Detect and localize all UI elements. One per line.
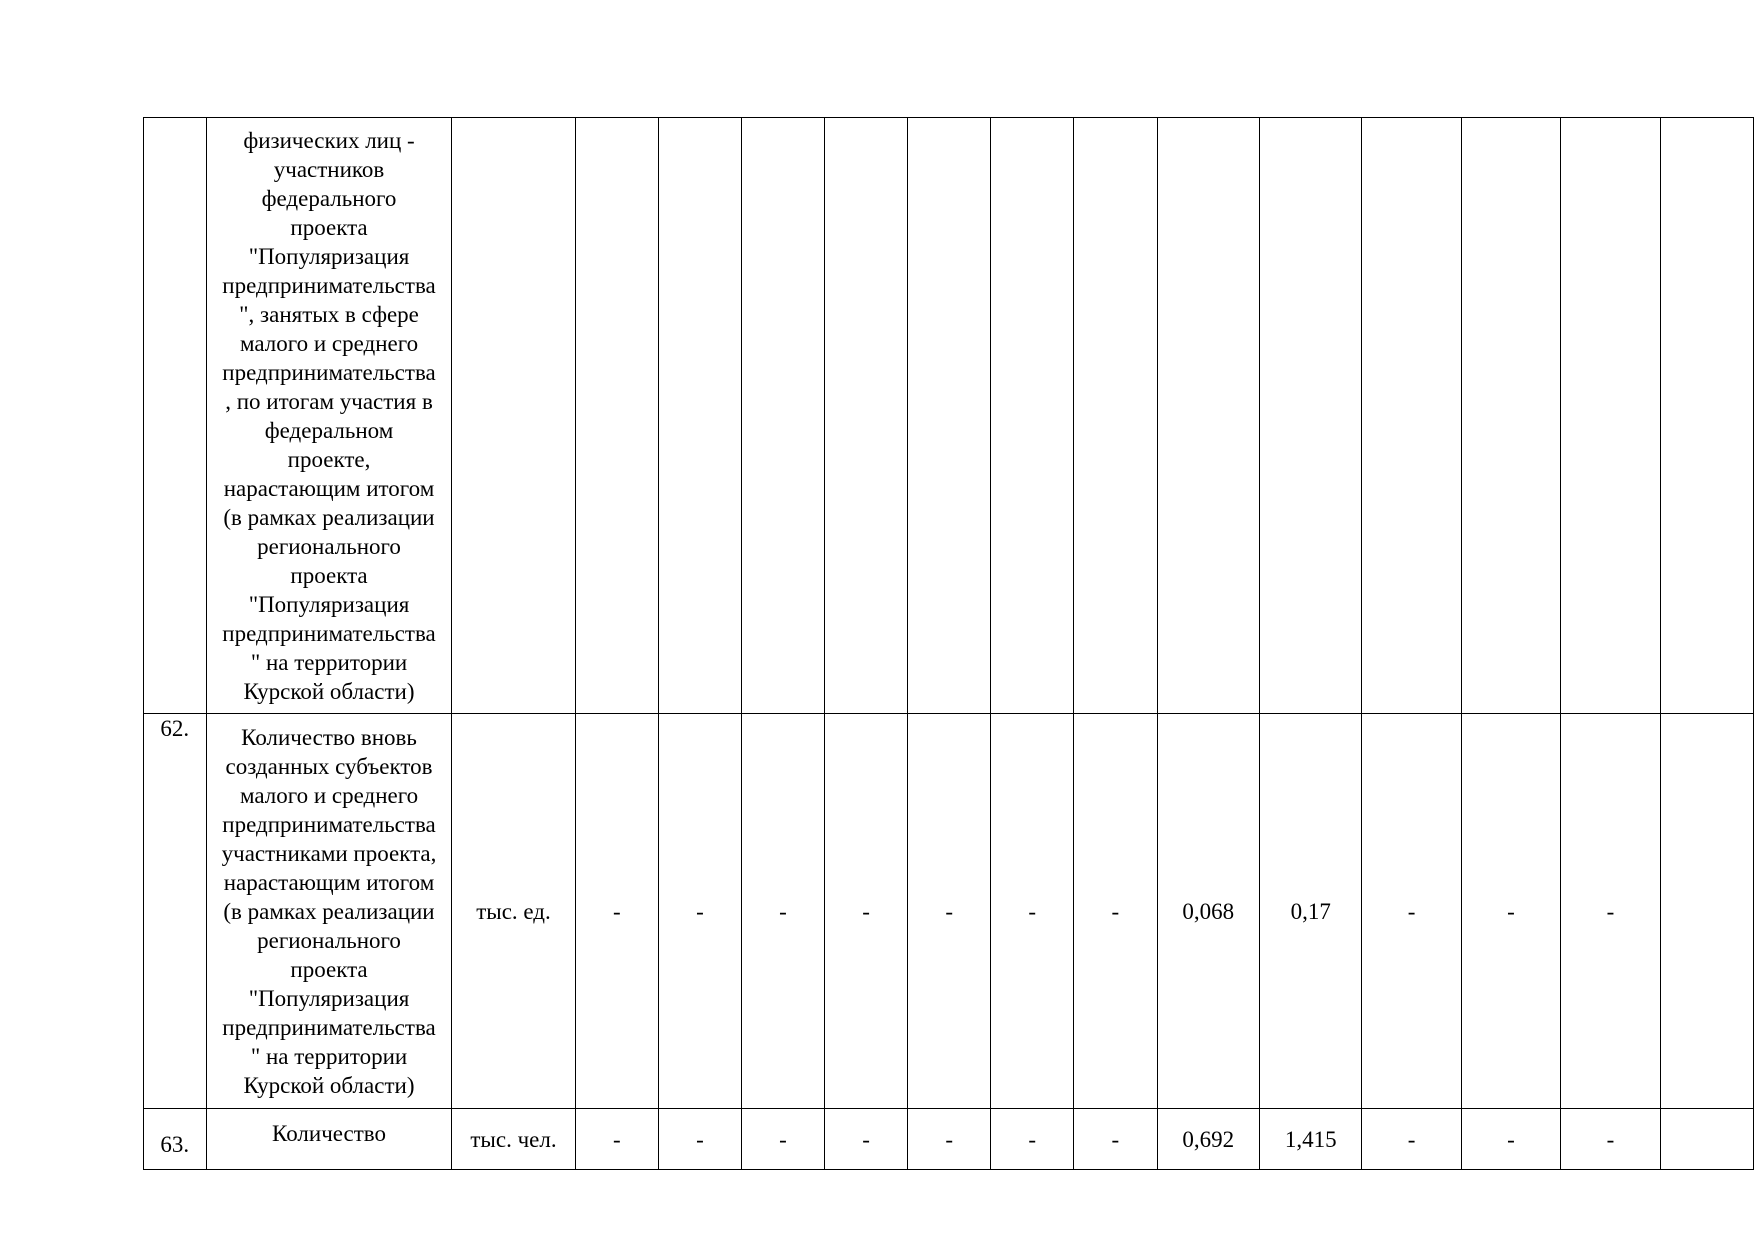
- description-line: участников: [273, 156, 385, 182]
- table-row: [144, 714, 1754, 1109]
- description-line: Курской области): [243, 678, 415, 704]
- description-line: нарастающим итогом: [223, 475, 435, 501]
- value-cell: -: [907, 1109, 991, 1170]
- value-cell: -: [659, 714, 742, 1109]
- value-cell: -: [741, 714, 825, 1109]
- description-line: предпринимательства: [222, 272, 436, 298]
- value-cell: 1,415: [1260, 1109, 1362, 1170]
- value-cell-cropped: [1660, 1109, 1753, 1170]
- unit-cell: тыс. чел.: [452, 1109, 575, 1170]
- value-cell: [1157, 118, 1259, 714]
- value-cell: 0,17: [1260, 714, 1362, 1109]
- table-row: [144, 118, 1754, 714]
- value-cell: 0,068: [1157, 714, 1259, 1109]
- value-cell: [1561, 118, 1660, 714]
- description-line: участниками проекта,: [221, 840, 437, 866]
- description-line: (в рамках реализации: [223, 898, 435, 924]
- row-number-cell: [144, 118, 207, 714]
- table-body: [144, 118, 1754, 1170]
- value-cell: -: [991, 714, 1074, 1109]
- description-line: созданных субъектов: [225, 753, 433, 779]
- value-cell-cropped: [1660, 118, 1753, 714]
- value-cell: 0,692: [1157, 1109, 1259, 1170]
- indicator-description-cell: [206, 118, 452, 714]
- value-cell: [907, 118, 991, 714]
- description-line: "Популяризация: [248, 243, 410, 269]
- value-cell: [1074, 118, 1158, 714]
- row-number-cell: 63.: [144, 1109, 207, 1170]
- value-cell: -: [575, 714, 659, 1109]
- table-row: [144, 1109, 1754, 1170]
- description-line: регионального: [257, 927, 401, 953]
- value-cell: [575, 118, 659, 714]
- value-cell: -: [1461, 714, 1560, 1109]
- description-line: проекта: [290, 214, 368, 240]
- description-line: предпринимательства: [222, 359, 436, 385]
- row-number-cell: 62.: [144, 714, 207, 1109]
- description-line: ", занятых в сфере: [239, 301, 419, 327]
- unit-cell: тыс. ед.: [452, 714, 575, 1109]
- description-line: предпринимательства: [222, 1014, 436, 1040]
- description-line: " на территории: [250, 649, 408, 675]
- indicator-description-cell: [206, 714, 452, 1109]
- description-line: предпринимательства: [222, 620, 436, 646]
- description-line: (в рамках реализации: [223, 504, 435, 530]
- value-cell: -: [1362, 714, 1461, 1109]
- description-line: Курской области): [243, 1072, 415, 1098]
- value-cell-cropped: [1660, 714, 1753, 1109]
- value-cell: -: [1074, 714, 1158, 1109]
- description-line: Количество вновь: [241, 724, 417, 750]
- value-cell: -: [741, 1109, 825, 1170]
- description-line: Количество: [272, 1121, 387, 1146]
- value-cell: [991, 118, 1074, 714]
- description-line: малого и среднего: [239, 782, 419, 808]
- value-cell: [741, 118, 825, 714]
- description-line: " на территории: [250, 1043, 408, 1069]
- value-cell: -: [907, 714, 991, 1109]
- value-cell: -: [659, 1109, 742, 1170]
- value-cell: [1362, 118, 1461, 714]
- value-cell: -: [1362, 1109, 1461, 1170]
- description-line: регионального: [257, 533, 401, 559]
- description-line: "Популяризация: [248, 985, 410, 1011]
- value-cell: -: [1074, 1109, 1158, 1170]
- description-line: нарастающим итогом: [223, 869, 435, 895]
- description-line: , по итогам участия в: [225, 388, 433, 414]
- value-cell: [825, 118, 908, 714]
- description-line: предпринимательства: [222, 811, 436, 837]
- description-line: физических лиц -: [243, 127, 415, 153]
- value-cell: -: [1461, 1109, 1560, 1170]
- description-line: малого и среднего: [239, 330, 419, 356]
- value-cell: [1260, 118, 1362, 714]
- description-line: федерального: [261, 185, 397, 211]
- value-cell: [1461, 118, 1560, 714]
- description-line: проекта: [290, 956, 368, 982]
- description-line: федеральном: [264, 417, 394, 443]
- description-line: "Популяризация: [248, 591, 410, 617]
- value-cell: -: [1561, 1109, 1660, 1170]
- indicators-table: [143, 117, 1754, 1170]
- value-cell: [659, 118, 742, 714]
- indicator-description-cell: [206, 1109, 452, 1170]
- value-cell: -: [1561, 714, 1660, 1109]
- description-line: проекте,: [287, 446, 371, 472]
- description-line: проекта: [290, 562, 368, 588]
- unit-cell: [452, 118, 575, 714]
- value-cell: -: [825, 1109, 908, 1170]
- value-cell: -: [575, 1109, 659, 1170]
- value-cell: -: [991, 1109, 1074, 1170]
- value-cell: -: [825, 714, 908, 1109]
